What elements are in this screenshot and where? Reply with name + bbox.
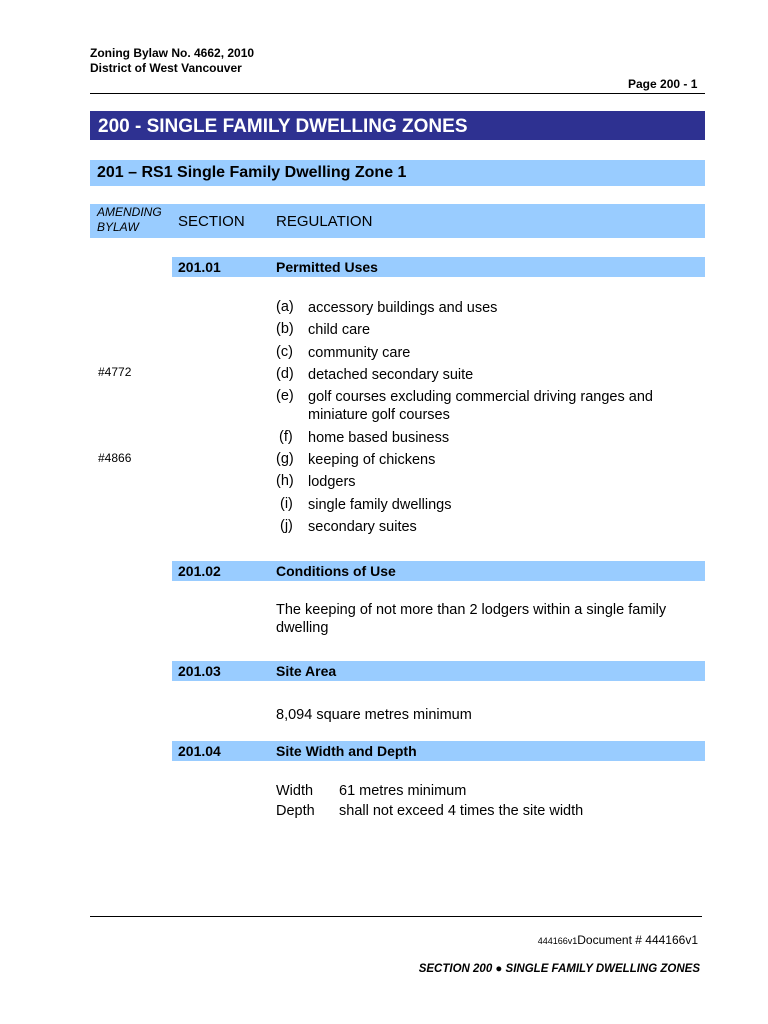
column-header-bar [90, 204, 705, 238]
list-item-text: lodgers [308, 474, 356, 490]
page-number: Page 200 - 1 [628, 77, 698, 91]
list-item-letter: (f) [279, 429, 293, 445]
section-title: Site Width and Depth [276, 743, 417, 759]
list-item-letter: (g) [276, 451, 294, 467]
section-number: 201.02 [178, 563, 221, 579]
zone-title-bar [90, 160, 705, 186]
depth-value: shall not exceed 4 times the site width [339, 803, 584, 819]
footer-rule [90, 916, 702, 917]
site-area-text: 8,094 square metres minimum [276, 707, 472, 723]
amendment-ref: #4866 [98, 451, 132, 465]
list-item-letter: (h) [276, 473, 294, 489]
list-item-letter: (b) [276, 321, 294, 337]
header-rule [90, 93, 705, 94]
list-item-letter: (i) [280, 496, 293, 512]
section-number: 201.01 [178, 259, 221, 275]
width-value: 61 metres minimum [339, 783, 467, 799]
district-name: District of West Vancouver [90, 61, 242, 75]
section-number: 201.03 [178, 663, 221, 679]
bylaw-title: Zoning Bylaw No. 4662, 2010 [90, 46, 255, 60]
list-item-letter: (e) [276, 388, 294, 404]
section-title: Site Area [276, 663, 337, 679]
document-number [538, 933, 698, 947]
list-item-letter: (j) [280, 518, 293, 534]
list-item-text: single family dwellings [308, 497, 452, 513]
list-item-letter: (a) [276, 299, 294, 315]
width-label: Width [276, 783, 314, 799]
section-title: Permitted Uses [276, 259, 378, 275]
list-item-text: keeping of chickens [308, 452, 436, 468]
section-number: 201.04 [178, 743, 221, 759]
regulation-header: REGULATION [276, 213, 373, 230]
list-item-text: child care [308, 322, 371, 338]
document-id-small: 444166v1 [537, 936, 578, 946]
section-bar-201-03 [172, 661, 705, 681]
list-item-text: detached secondary suite [308, 367, 474, 383]
amendment-ref: #4772 [98, 365, 132, 379]
section-bar-201-01 [172, 257, 705, 277]
section-header: SECTION [178, 213, 245, 230]
list-item-text: accessory buildings and uses [308, 300, 498, 316]
list-item-letter: (d) [276, 366, 294, 382]
conditions-text: The keeping of not more than 2 lodgers within a single family dwelling [276, 602, 667, 636]
list-item-text: golf courses excluding commercial driving ranges and miniature golf courses [308, 389, 653, 423]
depth-label: Depth [276, 803, 315, 819]
zone-title: 201 – RS1 Single Family Dwelling Zone 1 [97, 164, 407, 181]
list-item-text: secondary suites [308, 519, 417, 535]
list-item-text: community care [308, 345, 411, 361]
page-title-bar [90, 111, 705, 140]
page-title: 200 - SINGLE FAMILY DWELLING ZONES [98, 116, 468, 137]
section-bar-201-02 [172, 561, 705, 581]
document-id: Document # 444166v1 [577, 933, 698, 947]
section-bar-201-04 [172, 741, 705, 761]
footer-section-title: SECTION 200 ● SINGLE FAMILY DWELLING ZONES [418, 963, 700, 975]
list-item-letter: (c) [276, 344, 293, 360]
section-title: Conditions of Use [276, 563, 396, 579]
list-item-text: home based business [308, 430, 450, 446]
amending-bylaw-header: AMENDING BYLAW [97, 205, 162, 234]
